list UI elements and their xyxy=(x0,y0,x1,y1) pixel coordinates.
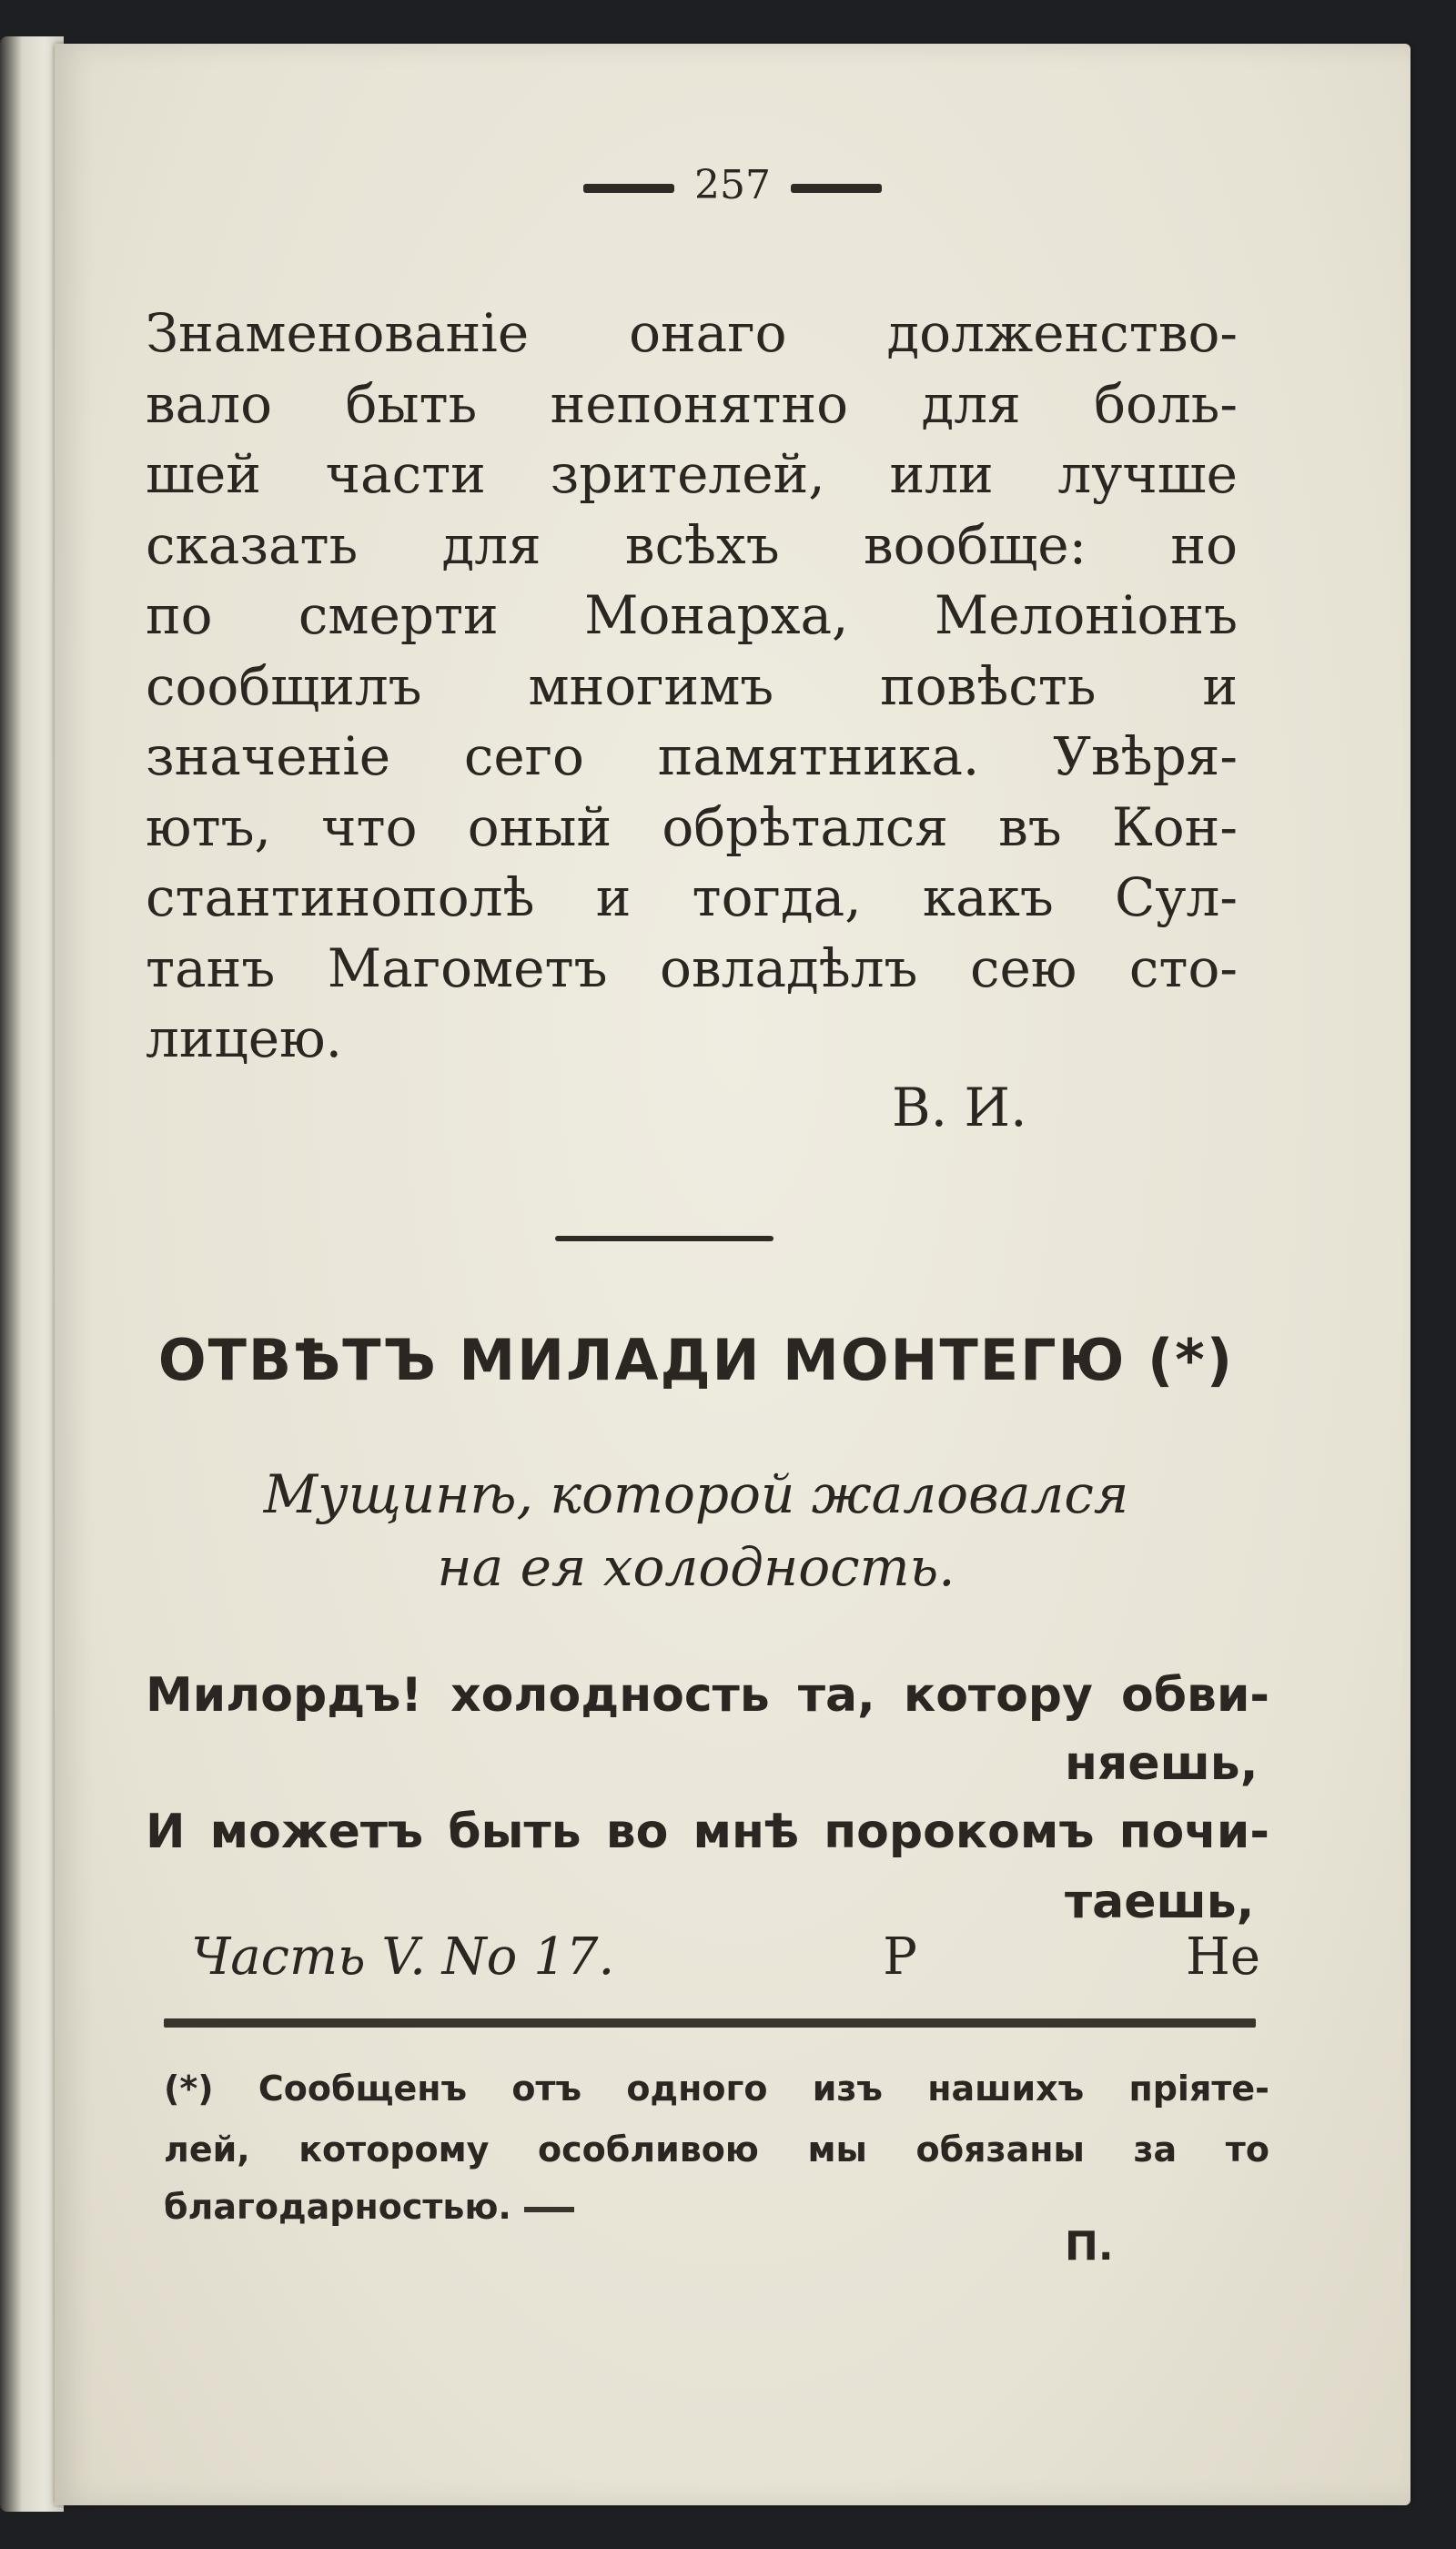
body-word: непонятно xyxy=(550,372,849,435)
page-header xyxy=(55,162,1410,208)
body-word: шей xyxy=(146,443,261,505)
verse-word: почи- xyxy=(1118,1805,1269,1859)
verse-line-1-tail: няешь, xyxy=(1065,1736,1259,1791)
body-word: вообще: xyxy=(863,513,1087,576)
footnote-word: Сообщенъ xyxy=(258,2069,468,2109)
body-word: Сул- xyxy=(1115,866,1238,928)
body-word: части xyxy=(325,443,486,505)
body-word: сею xyxy=(970,936,1077,999)
book-page xyxy=(55,44,1410,2505)
body-word: или xyxy=(889,443,994,505)
footnote-word: одного xyxy=(626,2069,768,2109)
footnote-word: изъ xyxy=(812,2069,883,2109)
verse-word: котору xyxy=(903,1668,1093,1723)
footnote-word: мы xyxy=(807,2129,867,2170)
body-line xyxy=(146,863,1238,934)
body-word: для xyxy=(921,372,1021,435)
body-word: что xyxy=(321,795,418,858)
sheet-letter: Р xyxy=(883,1927,917,1987)
verse-word: порокомъ xyxy=(824,1805,1095,1859)
body-word: памятника. xyxy=(657,725,980,787)
body-word: сообщилъ xyxy=(146,654,422,717)
body-word: всѣхъ xyxy=(624,513,780,576)
body-word: многимъ xyxy=(528,654,774,717)
body-word: смерти xyxy=(298,584,499,646)
verse-word: Милордъ! xyxy=(146,1668,423,1723)
catchword: Не xyxy=(1186,1927,1260,1987)
footnote-rule xyxy=(164,2018,1256,2028)
body-word: лучше xyxy=(1057,443,1238,505)
body-line xyxy=(146,581,1238,652)
body-word: въ xyxy=(998,795,1062,858)
footnote-word: обязаны xyxy=(915,2129,1085,2170)
body-word: но xyxy=(1170,513,1238,576)
body-word: для xyxy=(441,513,541,576)
body-word: Монарха, xyxy=(584,584,849,646)
footnote-line-3-text: благодарностью. xyxy=(164,2187,511,2227)
footnote-line-2 xyxy=(164,2129,1269,2170)
footnote-word: нашихъ xyxy=(927,2069,1085,2109)
footnote-word: за xyxy=(1133,2129,1178,2170)
verse-word: быть xyxy=(448,1805,581,1859)
body-word: лицею. xyxy=(146,1007,343,1069)
body-word: Кон- xyxy=(1111,795,1238,858)
verse-word: можетъ xyxy=(209,1805,424,1859)
footnote-line-3 xyxy=(164,2187,574,2227)
verse-word: та, xyxy=(797,1668,875,1723)
body-line xyxy=(146,298,1238,369)
body-word: оный xyxy=(467,795,612,858)
body-word: стантинополѣ xyxy=(146,866,535,928)
body-word: вало xyxy=(146,372,272,435)
body-word: Увѣря- xyxy=(1053,725,1238,787)
body-word: онаго xyxy=(629,302,787,364)
body-word: Мелоніонъ xyxy=(934,584,1238,646)
section-divider xyxy=(555,1236,774,1241)
body-line xyxy=(146,793,1238,864)
body-line xyxy=(146,369,1238,440)
body-word: Знаменованіе xyxy=(146,302,530,364)
verse-word: во xyxy=(605,1805,669,1859)
footnote-word: то xyxy=(1225,2129,1269,2170)
author-initials: В. И. xyxy=(892,1077,1027,1138)
footnote-word: пріяте- xyxy=(1128,2069,1269,2109)
footnote-word: особливою xyxy=(538,2129,759,2170)
body-word: танъ xyxy=(146,936,276,999)
verse-line-1 xyxy=(146,1668,1269,1723)
body-word: какъ xyxy=(922,866,1054,928)
section-subtitle-line-1: Мущинѣ, которой жаловался xyxy=(263,1463,1129,1525)
body-word: тогда, xyxy=(692,866,862,928)
signature-mark: Часть V. No 17. xyxy=(191,1927,615,1987)
verse-line-2-tail: таешь, xyxy=(1065,1875,1255,1929)
verse-word: мнѣ xyxy=(693,1805,800,1859)
footnote-word: (*) xyxy=(164,2069,214,2109)
footnote-dash xyxy=(524,2207,574,2212)
body-line xyxy=(146,722,1238,793)
signature-line xyxy=(191,1927,1260,1987)
footnote-word: лей, xyxy=(164,2129,250,2170)
body-word: долженство- xyxy=(886,302,1238,364)
body-word: сказать xyxy=(146,513,359,576)
body-word: зрителей, xyxy=(550,443,825,505)
verse-word: И xyxy=(146,1805,186,1859)
body-line xyxy=(146,440,1238,511)
body-word: повѣсть xyxy=(880,654,1097,717)
footnote-word: отъ xyxy=(511,2069,582,2109)
body-word: и xyxy=(1202,654,1238,717)
body-word: обрѣтался xyxy=(662,795,948,858)
body-word: быть xyxy=(345,372,478,435)
body-word: сто- xyxy=(1128,936,1238,999)
section-title: ОТВѢТЪ МИЛАДИ МОНТЕГЮ (*) xyxy=(157,1327,1235,1393)
body-line xyxy=(146,652,1238,723)
body-word: по xyxy=(146,584,213,646)
footnote-catchword: П. xyxy=(1065,2223,1114,2270)
verse-line-2 xyxy=(146,1805,1269,1859)
footnote-line-1 xyxy=(164,2069,1269,2109)
body-word: значеніе xyxy=(146,725,391,787)
verse-word: обви- xyxy=(1121,1668,1269,1723)
verse-word: холодность xyxy=(450,1668,770,1723)
body-word: сего xyxy=(463,725,584,787)
body-paragraph xyxy=(146,298,1238,1075)
header-dash-left xyxy=(583,184,674,193)
body-word: овладѣлъ xyxy=(660,936,918,999)
body-word: Магометъ xyxy=(327,936,608,999)
section-subtitle-line-2: на ея холодность. xyxy=(437,1536,956,1598)
footnote-word: которому xyxy=(298,2129,490,2170)
body-line xyxy=(146,934,1238,1005)
body-line xyxy=(146,511,1238,582)
body-word: боль- xyxy=(1094,372,1238,435)
page-number: 257 xyxy=(694,162,771,208)
header-dash-right xyxy=(791,184,882,193)
body-line xyxy=(146,1004,1238,1075)
body-word: ютъ, xyxy=(146,795,271,858)
body-word: и xyxy=(595,866,632,928)
